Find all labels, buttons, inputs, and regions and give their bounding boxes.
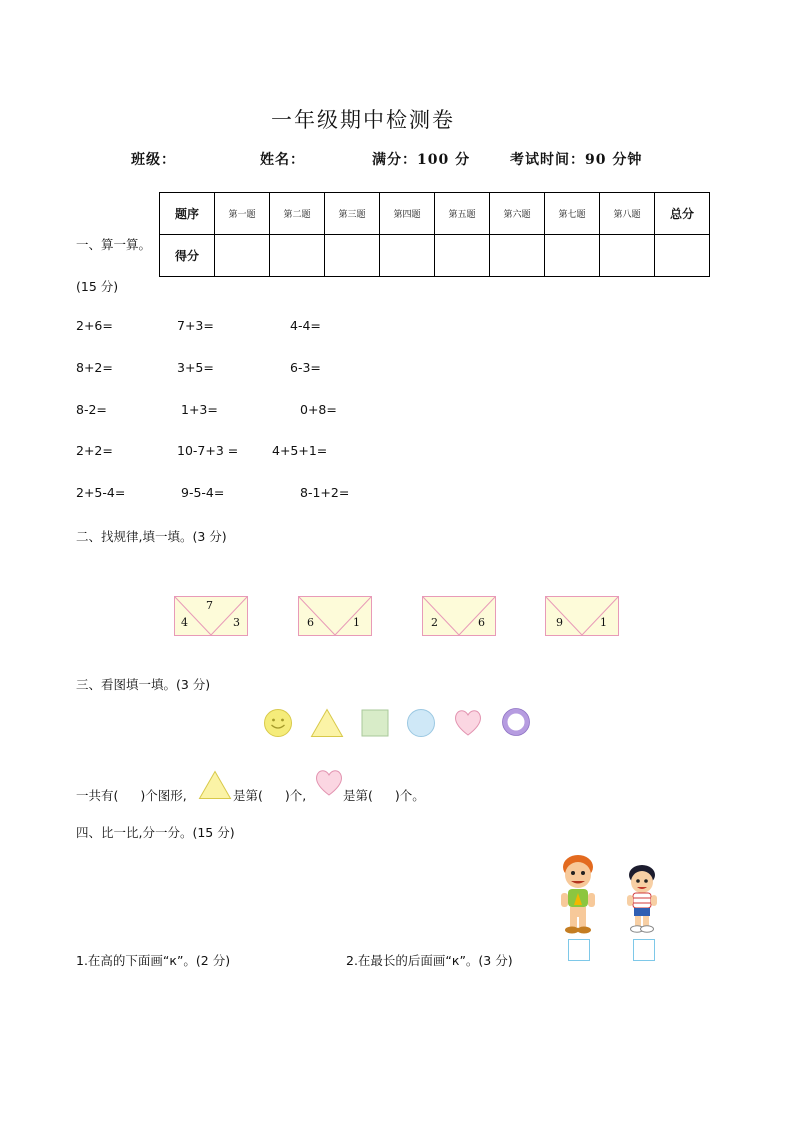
page-title: 一年级期中检测卷 — [271, 108, 455, 132]
table-cell: 第一题 — [215, 193, 270, 235]
score-table-header-row — [160, 193, 710, 235]
section3-question-part — [233, 786, 306, 804]
section4-q2: 2.在最长的后面画“к”。(3 分) — [346, 953, 513, 968]
equation: 4+5+1= — [272, 443, 328, 458]
answer-box-tall[interactable] — [568, 939, 590, 961]
envelope-1 — [174, 596, 248, 636]
envelope-right-number: 6 — [478, 616, 485, 629]
envelope-left-number: 9 — [556, 616, 563, 629]
table-cell: 第六题 — [490, 193, 545, 235]
table-cell: 第三题 — [325, 193, 380, 235]
circle-icon — [406, 708, 436, 738]
score-table — [159, 192, 710, 277]
score-table-score-row — [160, 235, 710, 277]
class-label: 班级： — [131, 152, 176, 168]
table-cell: 第七题 — [545, 193, 600, 235]
question-text: )个图形, — [140, 788, 187, 803]
equation: 8-2= — [76, 402, 107, 417]
question-text: 一共有( — [76, 788, 119, 803]
section4-title: 四、比一比,分一分。(15 分) — [76, 825, 235, 840]
table-cell: 总分 — [655, 193, 710, 235]
triangle-icon — [198, 770, 232, 800]
score-input-cell[interactable] — [325, 235, 380, 277]
question-text: )个, — [284, 788, 307, 803]
equation: 2+2= — [76, 443, 113, 458]
section3-title: 三、看图填一填。(3 分) — [76, 677, 211, 692]
short-boy-illustration — [621, 862, 663, 936]
equation: 9-5-4= — [181, 485, 225, 500]
table-cell: 第二题 — [270, 193, 325, 235]
section3-question — [76, 786, 187, 804]
table-cell: 第五题 — [435, 193, 490, 235]
equation: 4-4= — [290, 318, 321, 333]
envelope-right-number: 1 — [600, 616, 607, 629]
full-score: 满分：100 分 — [372, 152, 471, 168]
question-text: 是第( — [343, 788, 373, 803]
table-cell: 得分 — [160, 235, 215, 277]
score-input-cell[interactable] — [545, 235, 600, 277]
envelope-4 — [545, 596, 619, 636]
equation: 8-1+2= — [300, 485, 350, 500]
equation: 8+2= — [76, 360, 113, 375]
equation: 2+5-4= — [76, 485, 126, 500]
section2-title: 二、找规律,填一填。(3 分) — [76, 529, 227, 544]
section3-question-part — [343, 786, 425, 804]
triangle-icon — [310, 708, 344, 738]
smiley-icon — [263, 708, 293, 738]
equation: 7+3= — [177, 318, 214, 333]
equation: 2+6= — [76, 318, 113, 333]
equation: 0+8= — [300, 402, 337, 417]
envelope-top-number: 7 — [206, 599, 213, 612]
square-icon — [361, 709, 389, 737]
score-input-cell[interactable] — [655, 235, 710, 277]
score-input-cell[interactable] — [380, 235, 435, 277]
table-cell: 第八题 — [600, 193, 655, 235]
answer-box-short[interactable] — [633, 939, 655, 961]
equation: 1+3= — [181, 402, 218, 417]
envelope-2 — [298, 596, 372, 636]
tall-boy-illustration — [556, 853, 600, 935]
envelope-3 — [422, 596, 496, 636]
section1-points: (15 分) — [76, 279, 119, 294]
heart-icon — [453, 707, 483, 737]
envelope-left-number: 2 — [431, 616, 438, 629]
equation: 10-7+3 = — [177, 443, 239, 458]
section1-title: 一、算一算。 — [76, 237, 152, 252]
envelope-left-number: 6 — [307, 616, 314, 629]
table-cell: 题序 — [160, 193, 215, 235]
exam-time: 考试时间：90 分钟 — [510, 152, 643, 168]
table-cell: 第四题 — [380, 193, 435, 235]
equation: 6-3= — [290, 360, 321, 375]
section4-q1: 1.在高的下面画“к”。(2 分) — [76, 953, 231, 968]
score-input-cell[interactable] — [215, 235, 270, 277]
score-input-cell[interactable] — [435, 235, 490, 277]
envelope-right-number: 3 — [233, 616, 240, 629]
equation: 3+5= — [177, 360, 214, 375]
ring-icon — [501, 707, 531, 737]
score-input-cell[interactable] — [600, 235, 655, 277]
envelope-left-number: 4 — [181, 616, 188, 629]
score-input-cell[interactable] — [270, 235, 325, 277]
score-input-cell[interactable] — [490, 235, 545, 277]
question-text: )个。 — [394, 788, 425, 803]
question-text: 是第( — [233, 788, 263, 803]
envelope-right-number: 1 — [353, 616, 360, 629]
name-label: 姓名： — [260, 152, 305, 168]
heart-icon — [314, 767, 344, 797]
